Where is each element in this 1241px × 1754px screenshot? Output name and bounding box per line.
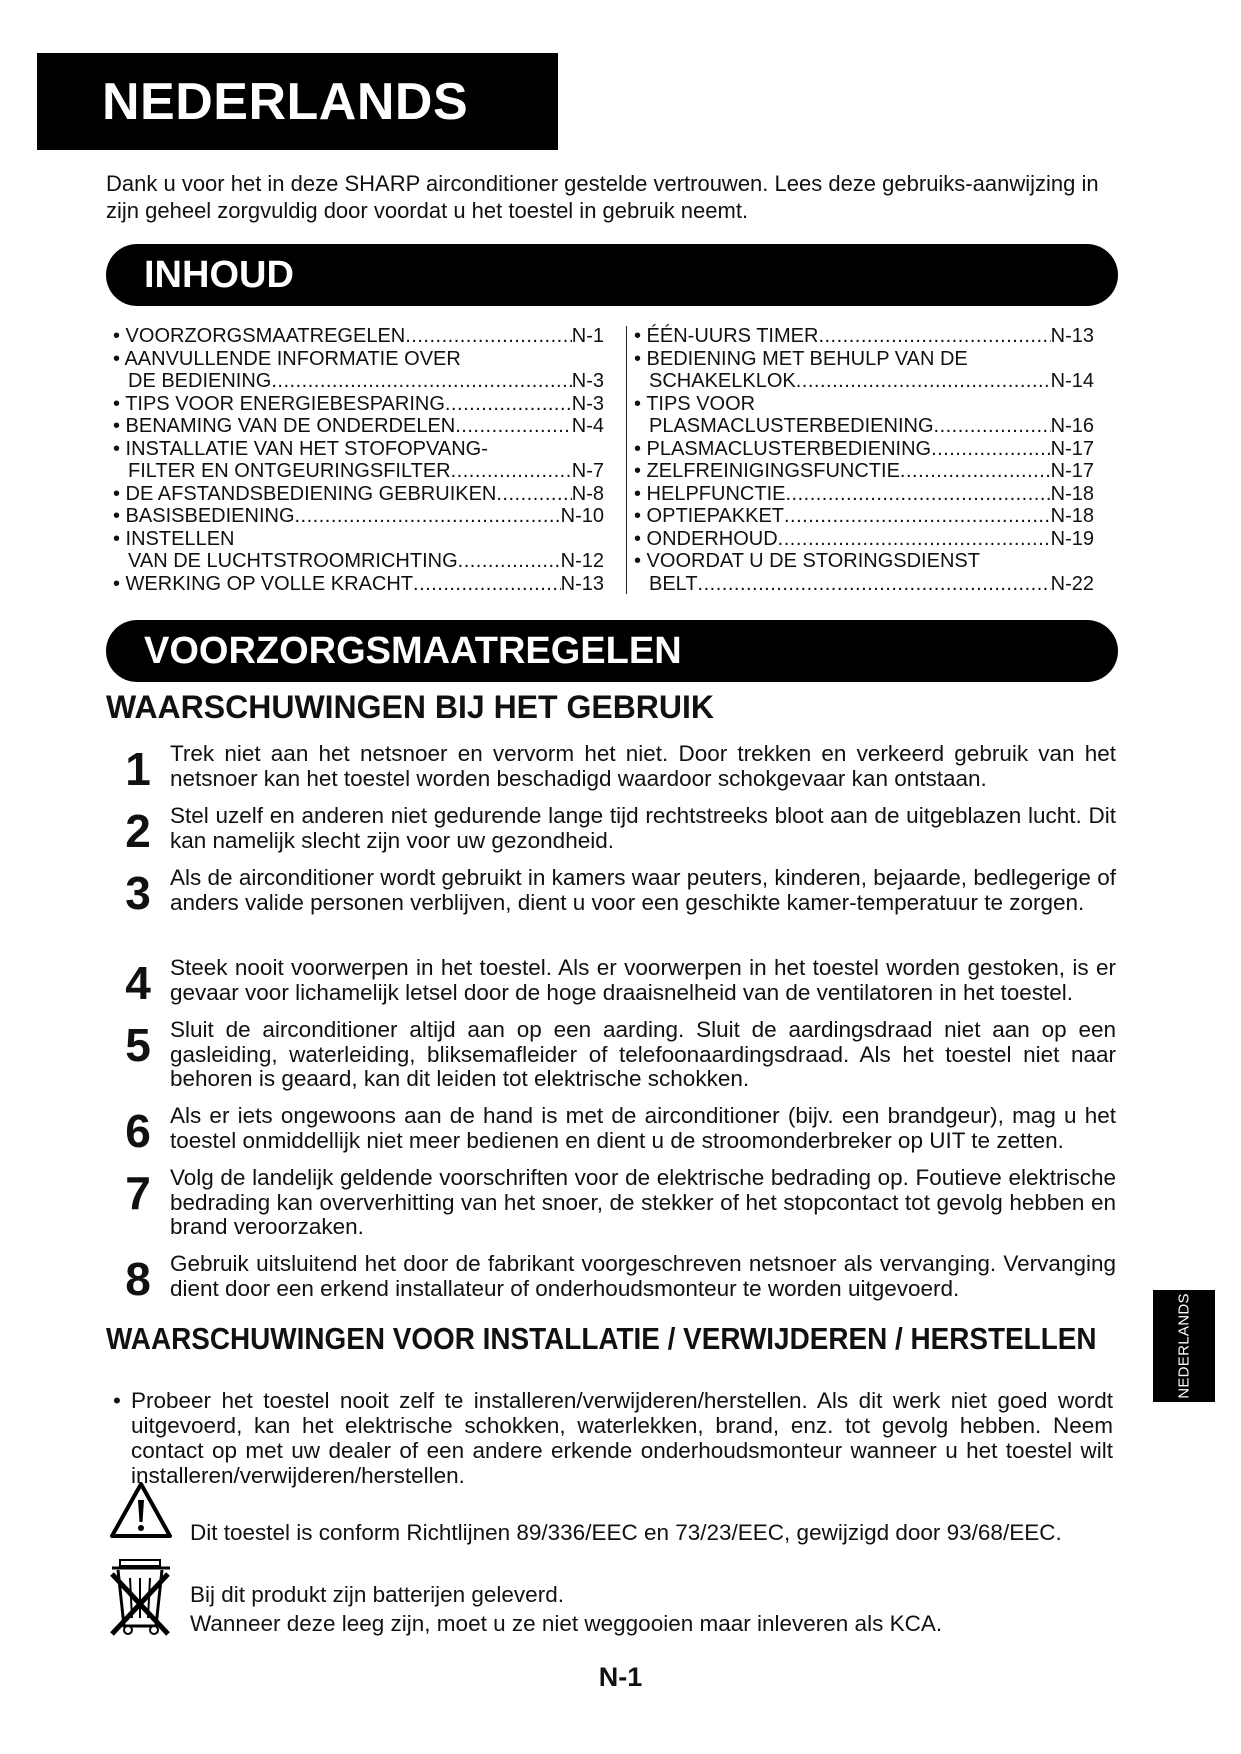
toc-leader-dots bbox=[900, 460, 1051, 483]
toc-entry-title: • ZELFREINIGINGSFUNCTIE bbox=[634, 460, 900, 482]
toc-entry bbox=[113, 528, 604, 551]
toc-entry bbox=[113, 348, 604, 371]
toc-entry-page: N-4 bbox=[571, 415, 604, 437]
toc-entry bbox=[113, 438, 604, 461]
toc-entry-page: N-22 bbox=[1050, 572, 1094, 595]
toc-entry bbox=[113, 573, 604, 596]
toc-entry-title: • TIPS VOOR bbox=[634, 392, 756, 415]
warning-number: 2 bbox=[125, 805, 151, 857]
toc-entry-page: N-13 bbox=[560, 572, 604, 595]
toc-entry-title: • ÉÉN-UURS TIMER bbox=[634, 325, 819, 347]
install-warning bbox=[113, 1388, 1113, 1488]
conformity-text: Dit toestel is conform Richtlijnen 89/336/EEC en 73/23/EEC, gewijzigd door 93/68/EEC. bbox=[190, 1520, 1062, 1545]
toc-entry-page: N-18 bbox=[1050, 482, 1094, 505]
toc-leader-dots bbox=[413, 573, 561, 596]
toc-entry bbox=[113, 370, 604, 393]
toc-leader-dots bbox=[785, 483, 1050, 506]
warning-number: 7 bbox=[125, 1167, 151, 1219]
intro-paragraph: Dank u voor het in deze SHARP airconditioner gestelde vertrouwen. Lees deze gebruiks-aanwijzing in zijn geheel zorgvuldig door voordat u het toestel in gebruik neemt. bbox=[106, 171, 1099, 223]
toc-entry-title: FILTER EN ONTGEURINGSFILTER bbox=[128, 460, 451, 482]
toc-entry-title: • INSTELLEN bbox=[113, 527, 235, 550]
contents-header bbox=[106, 244, 1118, 306]
warning-item bbox=[106, 1251, 1116, 1305]
toc-leader-dots bbox=[445, 393, 572, 416]
toc-entry bbox=[634, 325, 1094, 348]
warning-number: 8 bbox=[125, 1253, 151, 1305]
usage-warnings-heading: WAARSCHUWINGEN BIJ HET GEBRUIK bbox=[106, 689, 715, 725]
toc-entry bbox=[113, 325, 604, 348]
toc-entry bbox=[113, 505, 604, 528]
toc-entry-title: • INSTALLATIE VAN HET STOFOPVANG- bbox=[113, 437, 488, 460]
toc-entry bbox=[634, 438, 1094, 461]
warning-number: 1 bbox=[125, 743, 151, 795]
toc-leader-dots bbox=[451, 460, 572, 483]
toc-entry bbox=[634, 393, 1094, 416]
toc-leader-dots bbox=[931, 438, 1051, 461]
toc-entry-title: SCHAKELKLOK bbox=[649, 370, 796, 392]
toc-entry-title: • VOORDAT U DE STORINGSDIENST bbox=[634, 550, 980, 572]
toc-entry-page: N-17 bbox=[1050, 437, 1094, 460]
toc-entry bbox=[634, 483, 1094, 506]
toc-entry bbox=[113, 460, 604, 483]
toc-entry-title: • TIPS VOOR ENERGIEBESPARING bbox=[113, 392, 445, 415]
toc-entry-title: • WERKING OP VOLLE KRACHT bbox=[113, 572, 414, 595]
toc-entry-title: PLASMACLUSTERBEDIENING bbox=[649, 415, 934, 437]
warning-item bbox=[106, 741, 1116, 795]
toc-entry-title: VAN DE LUCHTSTROOMRICHTING bbox=[128, 550, 458, 572]
toc-entry-title: • BENAMING VAN DE ONDERDELEN bbox=[113, 415, 456, 437]
toc-entry-page: N-19 bbox=[1050, 527, 1094, 550]
toc-left-column bbox=[113, 325, 604, 595]
crossed-bin-icon bbox=[108, 1556, 174, 1638]
toc-entry-title: • DE AFSTANDSBEDIENING GEBRUIKEN bbox=[113, 482, 497, 505]
toc-leader-dots bbox=[784, 505, 1051, 528]
toc-entry-title: • BEDIENING MET BEHULP VAN DE bbox=[634, 347, 968, 370]
toc-entry-title: • ONDERHOUD bbox=[634, 527, 778, 550]
warning-item bbox=[106, 865, 1116, 919]
toc-entry-page: N-3 bbox=[571, 370, 604, 392]
toc-entry bbox=[634, 415, 1094, 438]
battery-line-1: Bij dit produkt zijn batterijen geleverd. bbox=[190, 1582, 564, 1607]
warning-triangle-icon bbox=[108, 1480, 174, 1540]
warning-item bbox=[106, 1103, 1116, 1157]
page-number: N-1 bbox=[598, 1662, 643, 1692]
install-bullet: • bbox=[113, 1388, 121, 1413]
toc-leader-dots bbox=[796, 370, 1051, 393]
side-tab-label: NEDERLANDS bbox=[1175, 1293, 1193, 1399]
warning-text: Gebruik uitsluitend het door de fabrikant voorgeschreven netsnoer als vervanging. Vervanging dient door een erkend installateur of onderhoudsmonteur te worden uitgevoerd. bbox=[170, 1251, 1116, 1301]
warning-text: Steek nooit voorwerpen in het toestel. Als er voorwerpen in het toestel worden gestoken, is er gevaar voor lichamelijk letsel door de hoge draaisnelheid van de ventilatoren in het toestel. bbox=[170, 955, 1116, 1005]
warning-text: Stel uzelf en anderen niet gedurende lange tijd rechtstreeks bloot aan de uitgeblazen lucht. Dit kan namelijk slecht zijn voor uw gezondheid. bbox=[170, 803, 1116, 853]
warning-number: 5 bbox=[125, 1019, 151, 1071]
toc-leader-dots bbox=[455, 415, 572, 438]
warning-number: 6 bbox=[125, 1105, 151, 1157]
warning-number: 4 bbox=[125, 957, 151, 1009]
warning-item bbox=[106, 1166, 1116, 1240]
warning-text: Als er iets ongewoons aan de hand is met de airconditioner (bijv. een brandgeur), mag u het toestel onmiddellijk niet meer bedienen en dient u de stroomonderbreker op UIT te zetten. bbox=[170, 1103, 1116, 1153]
side-language-tab bbox=[1153, 1290, 1215, 1402]
warning-item bbox=[106, 955, 1116, 1009]
toc-entry bbox=[634, 505, 1094, 528]
toc-leader-dots bbox=[458, 550, 561, 573]
toc-entry-page: N-8 bbox=[571, 482, 604, 505]
language-banner bbox=[37, 53, 558, 150]
warning-text: Volg de landelijk geldende voorschriften voor de elektrische bedrading op. Foutieve elektrische bedrading kan oververhitting van het snoer, de stekker of het stopcontact tot gevolg hebben en brand veroorzaken. bbox=[170, 1165, 1116, 1239]
toc-entry bbox=[113, 483, 604, 506]
toc-leader-dots bbox=[405, 325, 572, 348]
precautions-header bbox=[106, 620, 1118, 682]
toc-entry-title: • HELPFUNCTIE bbox=[634, 482, 786, 505]
toc-leader-dots bbox=[496, 483, 571, 506]
contents-title: INHOUD bbox=[144, 253, 294, 296]
toc-entry bbox=[634, 370, 1094, 393]
toc-entry-page: N-14 bbox=[1050, 370, 1094, 392]
toc-entry bbox=[113, 415, 604, 438]
toc-entry-title: • PLASMACLUSTERBEDIENING bbox=[634, 437, 932, 460]
toc-leader-dots bbox=[818, 325, 1050, 348]
toc-entry-title: • BASISBEDIENING bbox=[113, 505, 295, 527]
toc-entry-page: N-16 bbox=[1050, 415, 1094, 437]
toc-entry-page: N-1 bbox=[571, 325, 604, 347]
toc-entry-title: DE BEDIENING bbox=[128, 370, 272, 392]
install-warning-text: Probeer het toestel nooit zelf te installeren/verwijderen/herstellen. Als dit werk niet goed wordt uitgevoerd, kan het elektrische schokken, waterlekken, brand, enz. tot gevolg hebben. Neem contact op met uw dealer of een andere erkende onderhoudsmonteur wanneer u het toestel wilt installeren/verwijderen/herstellen. bbox=[131, 1388, 1113, 1488]
toc-entry bbox=[634, 573, 1094, 596]
warning-text: Trek niet aan het netsnoer en vervorm het niet. Door trekken en verkeerd gebruik van het netsnoer kan het toestel worden beschadigd waardoor schokgevaar kan ontstaan. bbox=[170, 741, 1116, 791]
warning-item bbox=[106, 1018, 1116, 1092]
toc-leader-dots bbox=[271, 370, 571, 393]
toc-entry bbox=[634, 550, 1094, 573]
battery-line-2: Wanneer deze leeg zijn, moet u ze niet weggooien maar inleveren als KCA. bbox=[190, 1611, 943, 1636]
toc-entry bbox=[634, 460, 1094, 483]
warning-item bbox=[106, 803, 1116, 857]
toc-entry-title: • VOORZORGSMAATREGELEN bbox=[113, 325, 406, 347]
toc-entry-page: N-12 bbox=[560, 550, 604, 572]
toc-entry bbox=[634, 348, 1094, 371]
toc-divider bbox=[626, 326, 627, 594]
toc-entry-title: • AANVULLENDE INFORMATIE OVER bbox=[113, 347, 461, 370]
warning-number: 3 bbox=[125, 867, 151, 919]
install-warnings-heading: WAARSCHUWINGEN VOOR INSTALLATIE / VERWIJDEREN / HERSTELLEN bbox=[106, 1321, 1097, 1356]
toc-entry bbox=[634, 528, 1094, 551]
warning-text: Als de airconditioner wordt gebruikt in kamers waar peuters, kinderen, bejaarde, bedlegerige of anders valide personen verblijven, dient u voor een geschikte kamer-temperatuur te zorgen. bbox=[170, 865, 1116, 915]
toc-entry-page: N-3 bbox=[571, 392, 604, 415]
precautions-title: VOORZORGSMAATREGELEN bbox=[144, 629, 682, 672]
toc-leader-dots bbox=[295, 505, 561, 528]
warning-text: Sluit de airconditioner altijd aan op een aarding. Sluit de aardingsdraad niet aan op een gasleiding, waterleiding, bliksemafleider of telefoonaardingsdraad. Als het toestel niet naar behoren is geaard, kan dit leiden tot elektrische schokken. bbox=[170, 1017, 1116, 1091]
toc-entry-page: N-17 bbox=[1050, 460, 1094, 482]
toc-entry bbox=[113, 550, 604, 573]
language-banner-title: NEDERLANDS bbox=[102, 72, 469, 131]
toc-entry-title: BELT bbox=[649, 572, 698, 595]
battery-notice bbox=[190, 1580, 942, 1638]
toc-leader-dots bbox=[698, 573, 1051, 596]
toc-entry-page: N-13 bbox=[1050, 325, 1094, 347]
toc-leader-dots bbox=[778, 528, 1051, 551]
toc-entry-page: N-10 bbox=[560, 505, 604, 527]
toc-leader-dots bbox=[934, 415, 1051, 438]
toc-entry-page: N-7 bbox=[571, 460, 604, 482]
toc-right-column bbox=[634, 325, 1094, 595]
toc-entry bbox=[113, 393, 604, 416]
toc-entry-title: • OPTIEPAKKET bbox=[634, 505, 784, 527]
toc-entry-page: N-18 bbox=[1050, 505, 1094, 527]
